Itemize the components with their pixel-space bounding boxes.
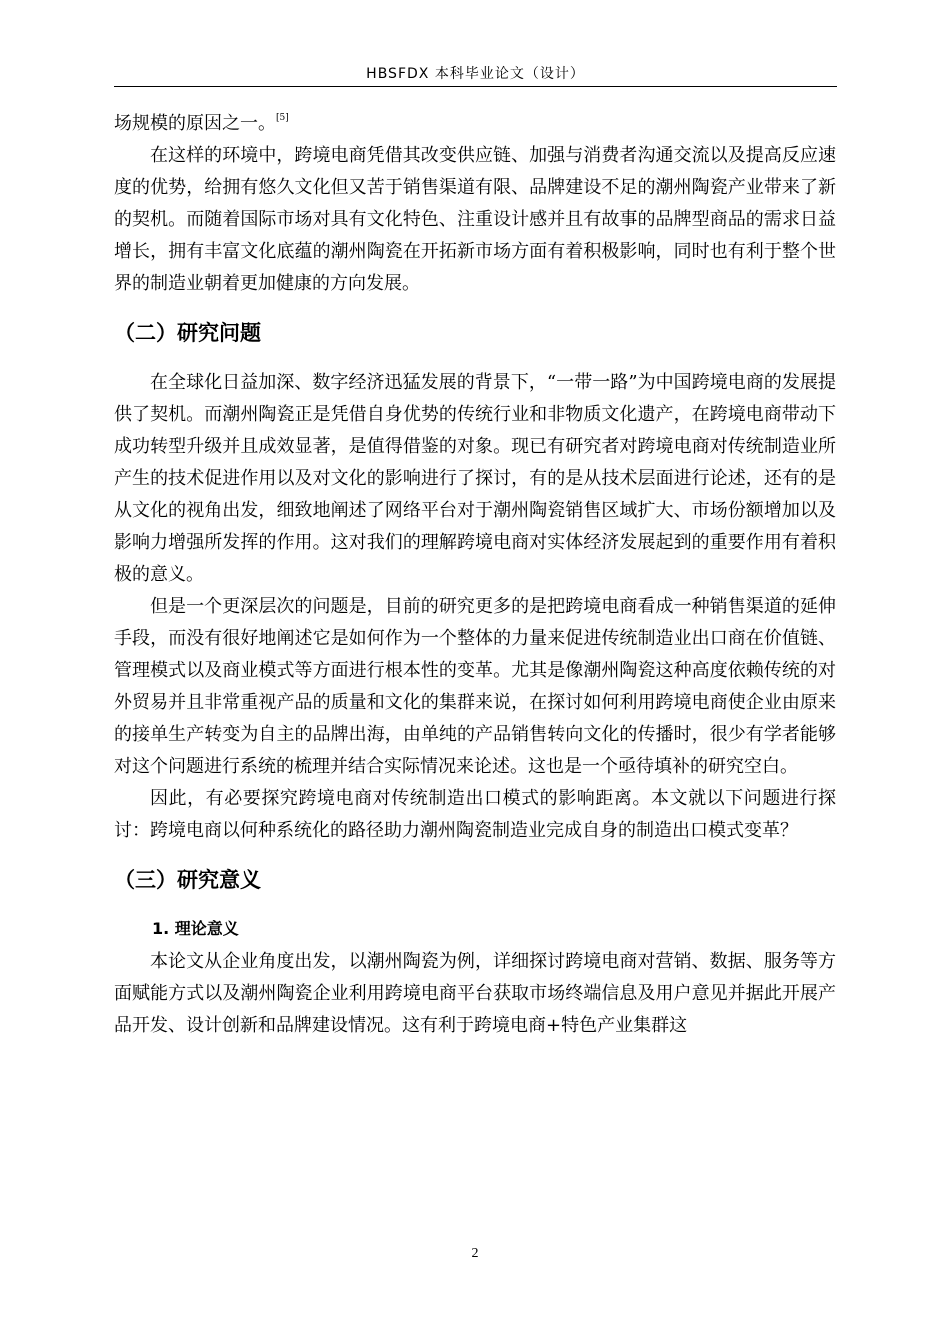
section-heading-research-question: （二）研究问题: [114, 321, 261, 345]
running-header: HBSFDX 本科毕业论文（设计）: [366, 66, 585, 82]
paragraph: 因此，有必要探究跨境电商对传统制造出口模式的影响距离。本文就以下问题进行探讨：跨境电商以何种系统化的路径助力潮州陶瓷制造业完成自身的制造出口模式变革？: [114, 788, 836, 841]
paragraph-continued: [114, 108, 836, 140]
paragraph: 在全球化日益加深、数字经济迅猛发展的背景下，“一带一路”为中国跨境电商的发展提供了契机。而潮州陶瓷正是凭借自身优势的传统行业和非物质文化遗产，在跨境电商带动下成功转型升级并且成效显著，是值得借鉴的对象。现已有研究者对跨境电商对传统制造业所产生的技术促进作用以及对文化的影响进行了探讨，有的是从技术层面进行论述，还有的是从文化的视角出发，细致地阐述了网络平台对于潮州陶瓷销售区域扩大、市场份额增加以及影响力增强所发挥的作用。这对我们的理解跨境电商对实体经济发展起到的重要作用有着积极的意义。: [114, 372, 836, 585]
header-rule: [114, 86, 837, 87]
citation-ref: [5]: [276, 113, 289, 123]
paragraph: 本论文从企业角度出发，以潮州陶瓷为例，详细探讨跨境电商对营销、数据、服务等方面赋能方式以及潮州陶瓷企业利用跨境电商平台获取市场终端信息及用户意见并据此开展产品开发、设计创新和品牌建设情况。这有利于跨境电商+特色产业集群这: [114, 951, 836, 1036]
paragraph: 在这样的环境中，跨境电商凭借其改变供应链、加强与消费者沟通交流以及提高反应速度的优势，给拥有悠久文化但又苦于销售渠道有限、品牌建设不足的潮州陶瓷产业带来了新的契机。而随着国际市场对具有文化特色、注重设计感并且有故事的品牌型商品的需求日益增长，拥有丰富文化底蕴的潮州陶瓷在开拓新市场方面有着积极影响，同时也有利于整个世界的制造业朝着更加健康的方向发展。: [114, 145, 836, 294]
section-heading-research-significance: （三）研究意义: [114, 868, 261, 892]
subsection-heading-theory: 1. 理论意义: [152, 919, 239, 938]
page-number: 2: [471, 1246, 479, 1261]
paragraph-text: 场规模的原因之一。: [114, 113, 276, 134]
paragraph: 但是一个更深层次的问题是，目前的研究更多的是把跨境电商看成一种销售渠道的延伸手段，而没有很好地阐述它是如何作为一个整体的力量来促进传统制造业出口商在价值链、管理模式以及商业模式等方面进行根本性的变革。尤其是像潮州陶瓷这种高度依赖传统的对外贸易并且非常重视产品的质量和文化的集群来说，在探讨如何利用跨境电商使企业由原来的接单生产转变为自主的品牌出海，由单纯的产品销售转向文化的传播时，很少有学者能够对这个问题进行系统的梳理并结合实际情况来论述。这也是一个亟待填补的研究空白。: [114, 596, 836, 777]
page-body: [114, 108, 836, 1042]
